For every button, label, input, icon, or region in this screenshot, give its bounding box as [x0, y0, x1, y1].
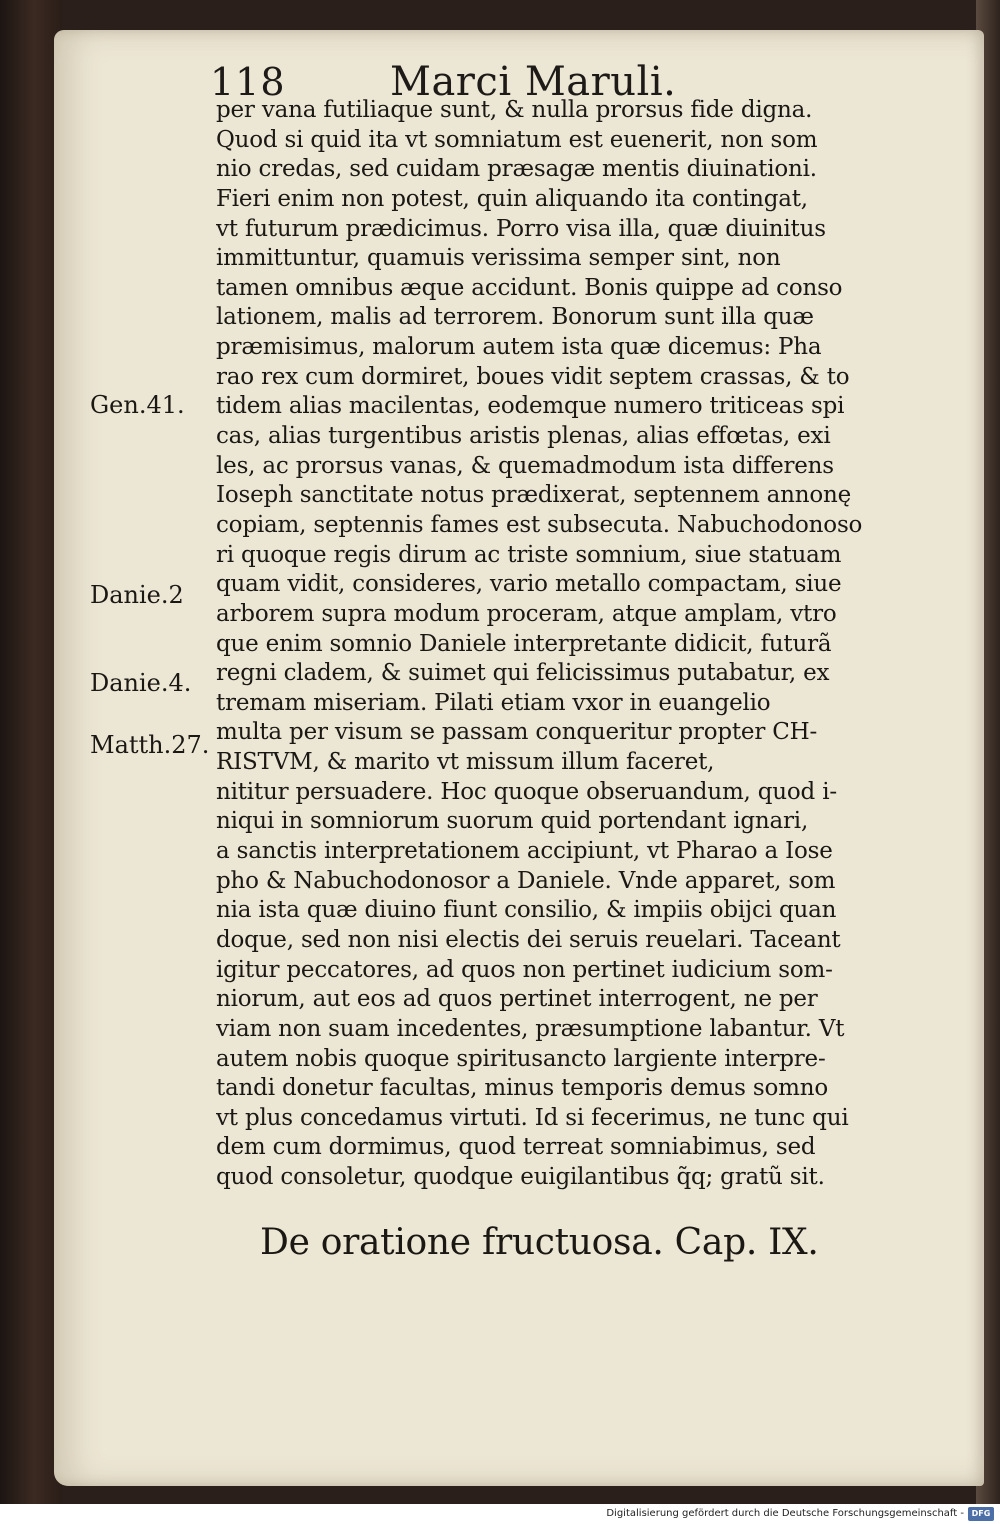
margin-note-genesis: Gen.41.	[90, 391, 185, 419]
text-line: quod consoletur, quodque euigilantibus q̃q; gratũ sit.	[216, 1164, 825, 1191]
text-line: Quod si quid ita vt somniatum est euenerit, non som	[216, 126, 818, 153]
text-line: les, ac prorsus vanas, & quemadmodum ista differens	[216, 452, 834, 479]
text-line: immittuntur, quamuis verissima semper sint, non	[216, 245, 781, 272]
dfg-logo-icon: DFG	[968, 1507, 994, 1521]
text-line: nio credas, sed cuidam præsagæ mentis diuinationi.	[216, 156, 817, 183]
text-line: tandi donetur facultas, minus temporis demus somno	[216, 1075, 828, 1102]
text-line: multa per visum se passam conqueritur propter CH-	[216, 719, 818, 746]
text-line: tamen omnibus æque accidunt. Bonis quippe ad conso	[216, 274, 843, 301]
text-line: RISTVM, & marito vt missum illum faceret,	[216, 749, 715, 776]
text-line: a sanctis interpretationem accipiunt, vt Pharao a Iose	[216, 838, 833, 865]
text-line: nia ista quæ diuino fiunt consilio, & impiis obijci quan	[216, 897, 837, 924]
text-line: viam non suam incedentes, præsumptione labantur. Vt	[216, 1015, 845, 1042]
text-line: Ioseph sanctitate notus prædixerat, septennem annonę	[216, 482, 852, 509]
running-title: Marci Maruli.	[390, 59, 677, 105]
margin-note-matthew-27: Matth.27.	[90, 731, 210, 759]
text-line: præmisimus, malorum autem ista quæ dicemus: Pha	[216, 334, 822, 361]
text-line: pho & Nabuchodonosor a Daniele. Vnde apparet, som	[216, 867, 836, 894]
text-line: cas, alias turgentibus aristis plenas, alias effœtas, exi	[216, 423, 831, 450]
text-line: rao rex cum dormiret, boues vidit septem crassas, & to	[216, 363, 850, 390]
text-line: quam vidit, consideres, vario metallo compactam, siue	[216, 571, 842, 598]
text-line: que enim somnio Daniele interpretante didicit, futurã	[216, 630, 832, 657]
text-line: vt futurum prædicimus. Porro visa illa, quæ diuinitus	[216, 215, 826, 242]
funding-credit: Digitalisierung gefördert durch die Deutsche Forschungsgemeinschaft -	[606, 1508, 964, 1519]
text-line: lationem, malis ad terrorem. Bonorum sunt illa quæ	[216, 304, 814, 331]
text-line: niqui in somniorum suorum quid portendant ignari,	[216, 808, 809, 835]
page-number: 118	[210, 60, 286, 104]
text-line: tidem alias macilentas, eodemque numero triticeas spi	[216, 393, 845, 420]
body-text	[216, 96, 916, 1193]
book-cover-left-edge	[0, 0, 62, 1504]
text-line: igitur peccatores, ad quos non pertinet iudicium som-	[216, 956, 833, 983]
text-line: doque, sed non nisi electis dei seruis reuelari. Taceant	[216, 926, 841, 953]
margin-note-daniel-2: Danie.2	[90, 581, 184, 609]
text-line: autem nobis quoque spiritusancto largiente interpre-	[216, 1045, 826, 1072]
text-line: Fieri enim non potest, quin aliquando ita contingat,	[216, 185, 808, 212]
text-line: arborem supra modum proceram, atque amplam, vtro	[216, 600, 837, 627]
footer-bar	[0, 1504, 1000, 1524]
margin-note-daniel-4: Danie.4.	[90, 669, 192, 697]
text-line: per vana futiliaque sunt, & nulla prorsus fide digna.	[216, 97, 813, 123]
text-line: regni cladem, & suimet qui felicissimus putabatur, ex	[216, 660, 830, 687]
text-line: dem cum dormimus, quod terreat somniabimus, sed	[216, 1134, 816, 1161]
text-line: niorum, aut eos ad quos pertinet interrogent, ne per	[216, 986, 818, 1013]
text-line: copiam, septennis fames est subsecuta. Nabuchodonoso	[216, 511, 863, 538]
text-line: ri quoque regis dirum ac triste somnium, siue statuam	[216, 541, 842, 568]
chapter-heading: De oratione fructuosa. Cap. IX.	[260, 1222, 819, 1263]
text-line: tremam miseriam. Pilati etiam vxor in euangelio	[216, 689, 771, 716]
text-line: vt plus concedamus virtuti. Id si fecerimus, ne tunc qui	[216, 1104, 849, 1131]
text-line: nititur persuadere. Hoc quoque obseruandum, quod i-	[216, 778, 837, 805]
